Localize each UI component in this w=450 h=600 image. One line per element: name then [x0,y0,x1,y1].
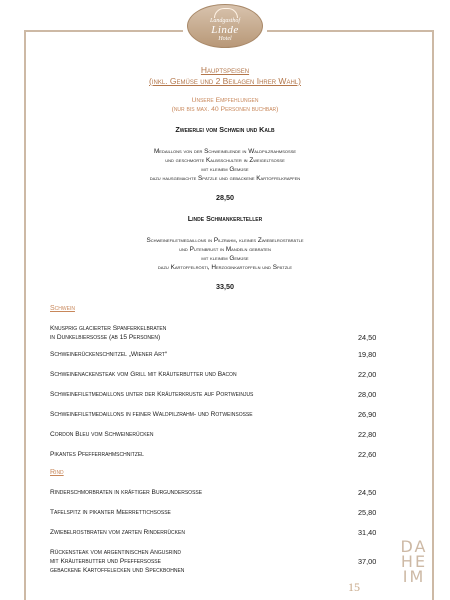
recommendation-name: Linde Schmankerlteller [187,214,263,223]
menu-item-price: 25,80 [358,508,377,517]
menu-item-line: gebackene Kartoffelecken und Speckbohnen [50,567,185,574]
recommendation-price: 33,50 [216,282,234,291]
menu-item-price: 26,90 [358,410,377,419]
recommendation-line: Schweinefiletmedaillons in Pilzrahm, kleines Zwiebelrostbrätle [146,237,304,244]
recommendations-note: (nur bis max. 40 Personen buchbar) [171,106,279,113]
menu-item-price: 24,50 [358,333,377,342]
menu-item-line: Schweinerückenschnitzel „Wiener Art“ [50,351,168,358]
menu-item-price: 22,00 [358,370,377,379]
menu-item [50,528,400,537]
logo-line2: Linde [211,24,239,36]
logo-line1: Landgasthof [209,18,240,24]
recommendation-line: mit kleinem Gemüse [201,255,249,262]
menu-item-line: Schweinenackensteak vom Grill mit Kräuterbutter und Bacon [50,371,237,378]
daheim-line: IM [402,567,426,586]
daheim-wordmark [392,539,436,584]
recommendation-block [50,214,400,292]
menu-content [50,65,400,575]
menu-item-line: Rückensteak vom argentinischen Angusrind [50,549,181,556]
menu-item [50,410,400,419]
recommendation-line: mit kleinem Gemüse [201,166,249,173]
recommendation-line: und Putenbrust in Mandeln gebraten [179,246,271,253]
daheim-line: HE [400,552,428,571]
recommendation-line: dazu hausgemachte Spätzle und gebackene Kartoffelkrapfen [149,175,301,182]
menu-item [50,548,400,575]
daheim-line: DA [400,537,428,556]
menu-item-line: Knusprig glacierter Spanferkelbraten [50,325,167,332]
menu-item-price: 24,50 [358,488,377,497]
recommendation-line: und geschmorte Kalbsschulter in Zweigeltsoße [165,157,285,164]
menu-item [50,508,400,517]
recommendations-heading: Unsere Empfehlungen [191,97,259,104]
recommendation-name: Zweierlei vom Schwein und Kalb [175,125,275,134]
menu-item-line: mit Kräuterbutter und Pfeffersoße [50,558,161,565]
menu-item-line: Rinderschmorbraten in kräftiger Burgundersoße [50,489,203,496]
logo-roof-shape [214,8,238,18]
page-title: Hauptspeisen [200,65,250,75]
menu-item-line: Tafelspitz in pikanter Meerrettichsoße [50,509,171,516]
menu-item [50,390,400,399]
recommendation-line: dazu Kartoffelrösti, Herzoginkartoffeln und Spätzle [157,264,293,271]
menu-item [50,324,400,342]
recommendation-line: Medaillons von der Schweinelende in Waldpilzrahmsoße [153,148,297,155]
menu-item [50,450,400,459]
menu-item [50,350,400,359]
page-title-note: (inkl. Gemüse und 2 Beilagen Ihrer Wahl) [149,76,301,86]
hotel-logo [187,4,263,48]
menu-item-line: Schweinefiletmedaillons in feiner Waldpilzrahm- und Rotweinsoße [50,411,253,418]
menu-item [50,370,400,379]
menu-item-price: 22,60 [358,450,377,459]
menu-item-line: Schweinefiletmedaillons unter der Kräuterkruste auf Portweinjus [50,391,254,398]
section-heading-rind: Rind [50,469,64,476]
logo-line3: Hotel [218,36,232,42]
menu-item-price: 19,80 [358,350,377,359]
menu-item-price: 31,40 [358,528,377,537]
menu-item-line: Zwiebelrostbraten vom zarten Rinderrücken [50,529,185,536]
menu-item-price: 22,80 [358,430,377,439]
menu-item [50,430,400,439]
menu-item [50,488,400,497]
recommendation-price: 28,50 [216,193,234,202]
section-heading-schwein: Schwein [50,305,75,312]
menu-item-line: in Dunkelbiersoße (ab 15 Personen) [50,334,161,341]
menu-item-price: 28,00 [358,390,377,399]
menu-item-line: Cordon Bleu vom Schweinerücken [50,431,154,438]
recommendation-block [50,125,400,203]
logo-area [183,4,267,50]
menu-item-price: 37,00 [358,557,377,566]
menu-item-line: Pikantes Pfefferrahmschnitzel [50,451,144,458]
page-number: 15 [348,580,360,594]
